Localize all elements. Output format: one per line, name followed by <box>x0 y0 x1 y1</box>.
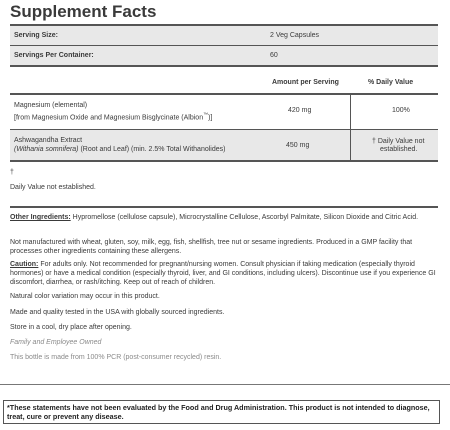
supplement-facts-title: Supplement Facts <box>10 2 157 21</box>
pcr-note: This bottle is made from 100% PCR (post-consumer recycled) resin. <box>10 354 222 361</box>
family-owned-note: Family and Employee Owned <box>10 339 102 346</box>
allergen-statement: Not manufactured with wheat, gluten, soy, milk, egg, fish, shellfish, tree nut or sesame ingredients. Produced in a GMP facility that processes other ingredients containing these allergens. <box>10 239 413 255</box>
divider <box>10 160 438 162</box>
nutrient-daily-value: 100% <box>392 107 410 114</box>
servings-per-container-row <box>10 46 438 65</box>
color-variation-note: Natural color variation may occur in this product. <box>10 293 160 300</box>
daily-value-column-header: % Daily Value <box>368 79 414 86</box>
nutrient-row <box>10 95 438 129</box>
storage-note: Store in a cool, dry place after opening. <box>10 324 132 331</box>
nutrient-name: Ashwagandha Extract <box>14 137 83 144</box>
servings-per-container-label: Servings Per Container: <box>14 52 94 59</box>
caution-statement <box>10 260 438 287</box>
nutrient-amount: 420 mg <box>288 107 312 114</box>
nutrient-daily-value-line2: established. <box>380 146 418 153</box>
amount-column-header: Amount per Serving <box>272 79 339 86</box>
caution-text: For adults only. Not recommended for pregnant/nursing women. Consult physician if taking medication (especially thyroid hormones) or have a medical condition (especially thyroid, liver, and GI conditions, including ulcers). Discontinue use if you experience GI discomfort, diarrhea, or rash/itching. Keep out of reach of children. <box>10 261 436 286</box>
column-divider <box>350 95 351 160</box>
fda-disclaimer: *These statements have not been evaluated by the Food and Drug Administration. This product is not intended to diagnose, treat, cure or prevent any disease. <box>3 400 440 424</box>
nutrient-source <box>14 112 212 121</box>
made-in-usa-note: Made and quality tested in the USA with globally sourced ingredients. <box>10 309 225 316</box>
servings-per-container-value: 60 <box>270 52 278 59</box>
nutrient-source-text: (Root and Leaf) (min. 2.5% Total Withanolides) <box>78 146 226 153</box>
latin-name: (Withania somnifera) <box>14 146 79 153</box>
other-ingredients-label: Other Ingredients: <box>10 214 71 221</box>
other-ingredients <box>10 213 438 222</box>
nutrient-source-text: [from Magnesium Oxide and Magnesium Bisglycinate (Albion <box>14 114 204 122</box>
footnote-symbol: † <box>10 169 14 176</box>
footnote-text: Daily Value not established. <box>10 184 96 191</box>
nutrient-name: Magnesium (elemental) <box>14 102 88 109</box>
serving-size-row <box>10 26 438 45</box>
divider <box>10 206 438 208</box>
trademark-symbol: ™ <box>203 112 209 118</box>
other-ingredients-text: Hypromellose (cellulose capsule), Microcrystalline Cellulose, Ascorbyl Palmitate, Silicon Dioxide and Citric Acid. <box>70 214 419 221</box>
nutrient-row <box>10 130 438 160</box>
nutrient-source <box>14 146 225 153</box>
serving-size-value: 2 Veg Capsules <box>270 32 320 39</box>
column-header-row <box>10 67 438 93</box>
serving-size-label: Serving Size: <box>14 32 58 39</box>
nutrient-amount: 450 mg <box>286 142 310 149</box>
caution-label: Caution: <box>10 261 39 268</box>
nutrient-daily-value-line1: † Daily Value not <box>372 138 425 145</box>
section-divider <box>0 384 450 385</box>
nutrient-source-end: )] <box>208 114 213 122</box>
